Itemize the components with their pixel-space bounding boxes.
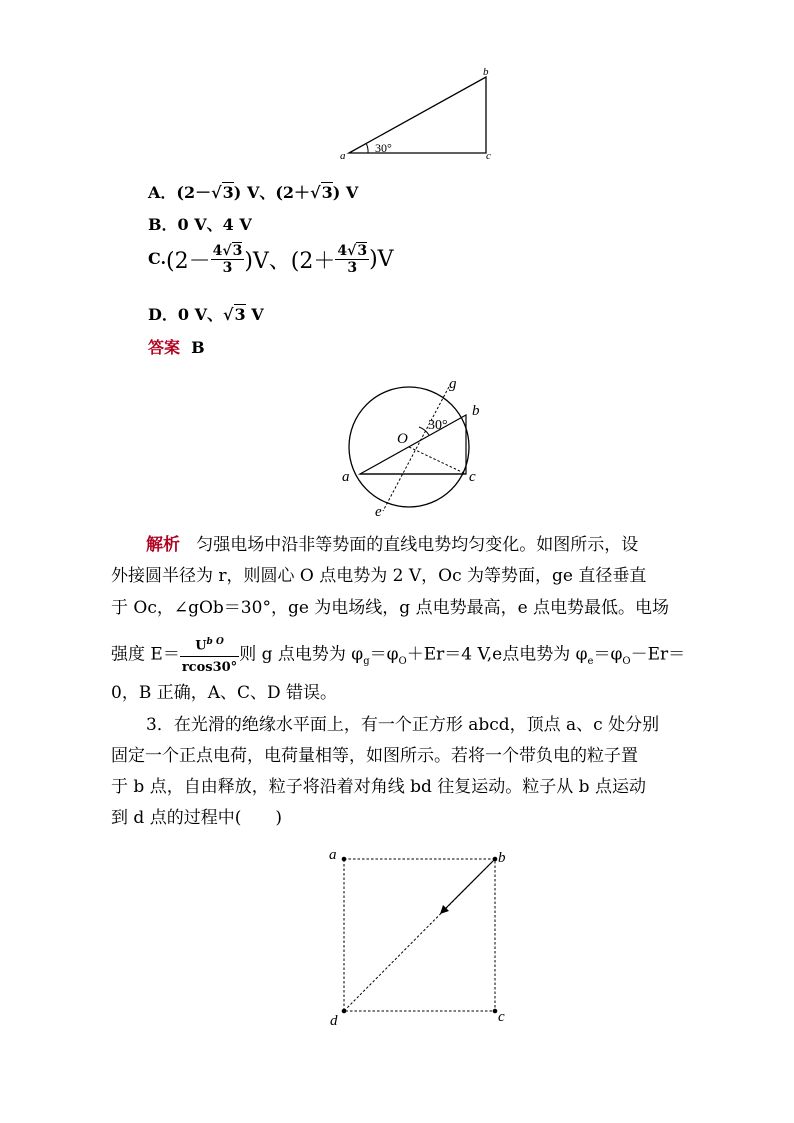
analysis-line-1: 解析 匀强电场中沿非等势面的直线电势均匀变化。如图所示，设 [146, 535, 639, 555]
square-label-a: a [329, 847, 337, 863]
triangle-angle-label: 30° [375, 141, 392, 155]
circle-label-o: O [397, 431, 408, 447]
triangle-label-b: b [483, 66, 489, 78]
square-label-c: c [498, 1009, 505, 1025]
circle-figure [335, 363, 505, 523]
circle-angle-label: 30° [428, 418, 448, 433]
square-figure [318, 840, 518, 1040]
option-c: C.(2－ $\frac{4√3}{3}$ )V、(2＋ $\frac{4√3}{3}$ )V [148, 243, 394, 276]
square-label-d: d [330, 1013, 338, 1029]
circle-label-c: c [469, 469, 476, 485]
square-label-b: b [498, 850, 506, 866]
option-d: D．0 V、√3 V [148, 305, 264, 324]
analysis-label: 解析 [146, 535, 180, 555]
triangle-label-a: a [340, 150, 346, 162]
question3-line-1: 3．在光滑的绝缘水平面上，有一个正方形 abcd，顶点 a、c 处分别 [146, 715, 660, 735]
question3-line-4: 到 d 点的过程中( ) [111, 808, 282, 828]
triangle-label-c: c [486, 150, 491, 162]
answer-value: B [191, 338, 205, 357]
triangle-figure [330, 62, 510, 167]
answer-label: 答案 [148, 338, 181, 357]
circle-label-e: e [375, 504, 382, 520]
circle-label-g: g [449, 376, 457, 392]
analysis-line-4: 强度 E＝ $\frac{U^{b O}}{rcos30^\circ}$ 则 g 点电势为 $\varphi_g=\varphi_O+Er=4$ V,e点电势为 $\varphi_e=\varphi_O-Er=$ [111, 632, 685, 678]
answer-line [148, 335, 205, 358]
analysis-line-5: 0，B 正确，A、C、D 错误。 [111, 683, 338, 703]
option-a: A．(2－√3) V、(2＋√3) V [148, 183, 359, 202]
circle-label-b: b [472, 403, 480, 419]
analysis-line-2: 外接圆半径为 r，则圆心 O 点电势为 2 V，Oc 为等势面，ge 直径垂直 [111, 566, 647, 586]
analysis-line-3: 于 Oc，∠gOb＝30°，ge 为电场线，g 点电势最高，e 点电势最低。电场 [111, 598, 670, 618]
option-b: B．0 V、4 V [148, 215, 252, 234]
question3-line-3: 于 b 点，自由释放，粒子将沿着对角线 bd 往复运动。粒子从 b 点运动 [111, 777, 646, 797]
question3-line-2: 固定一个正点电荷，电荷量相等，如图所示。若将一个带负电的粒子置 [111, 746, 638, 766]
circle-label-a: a [342, 469, 350, 485]
